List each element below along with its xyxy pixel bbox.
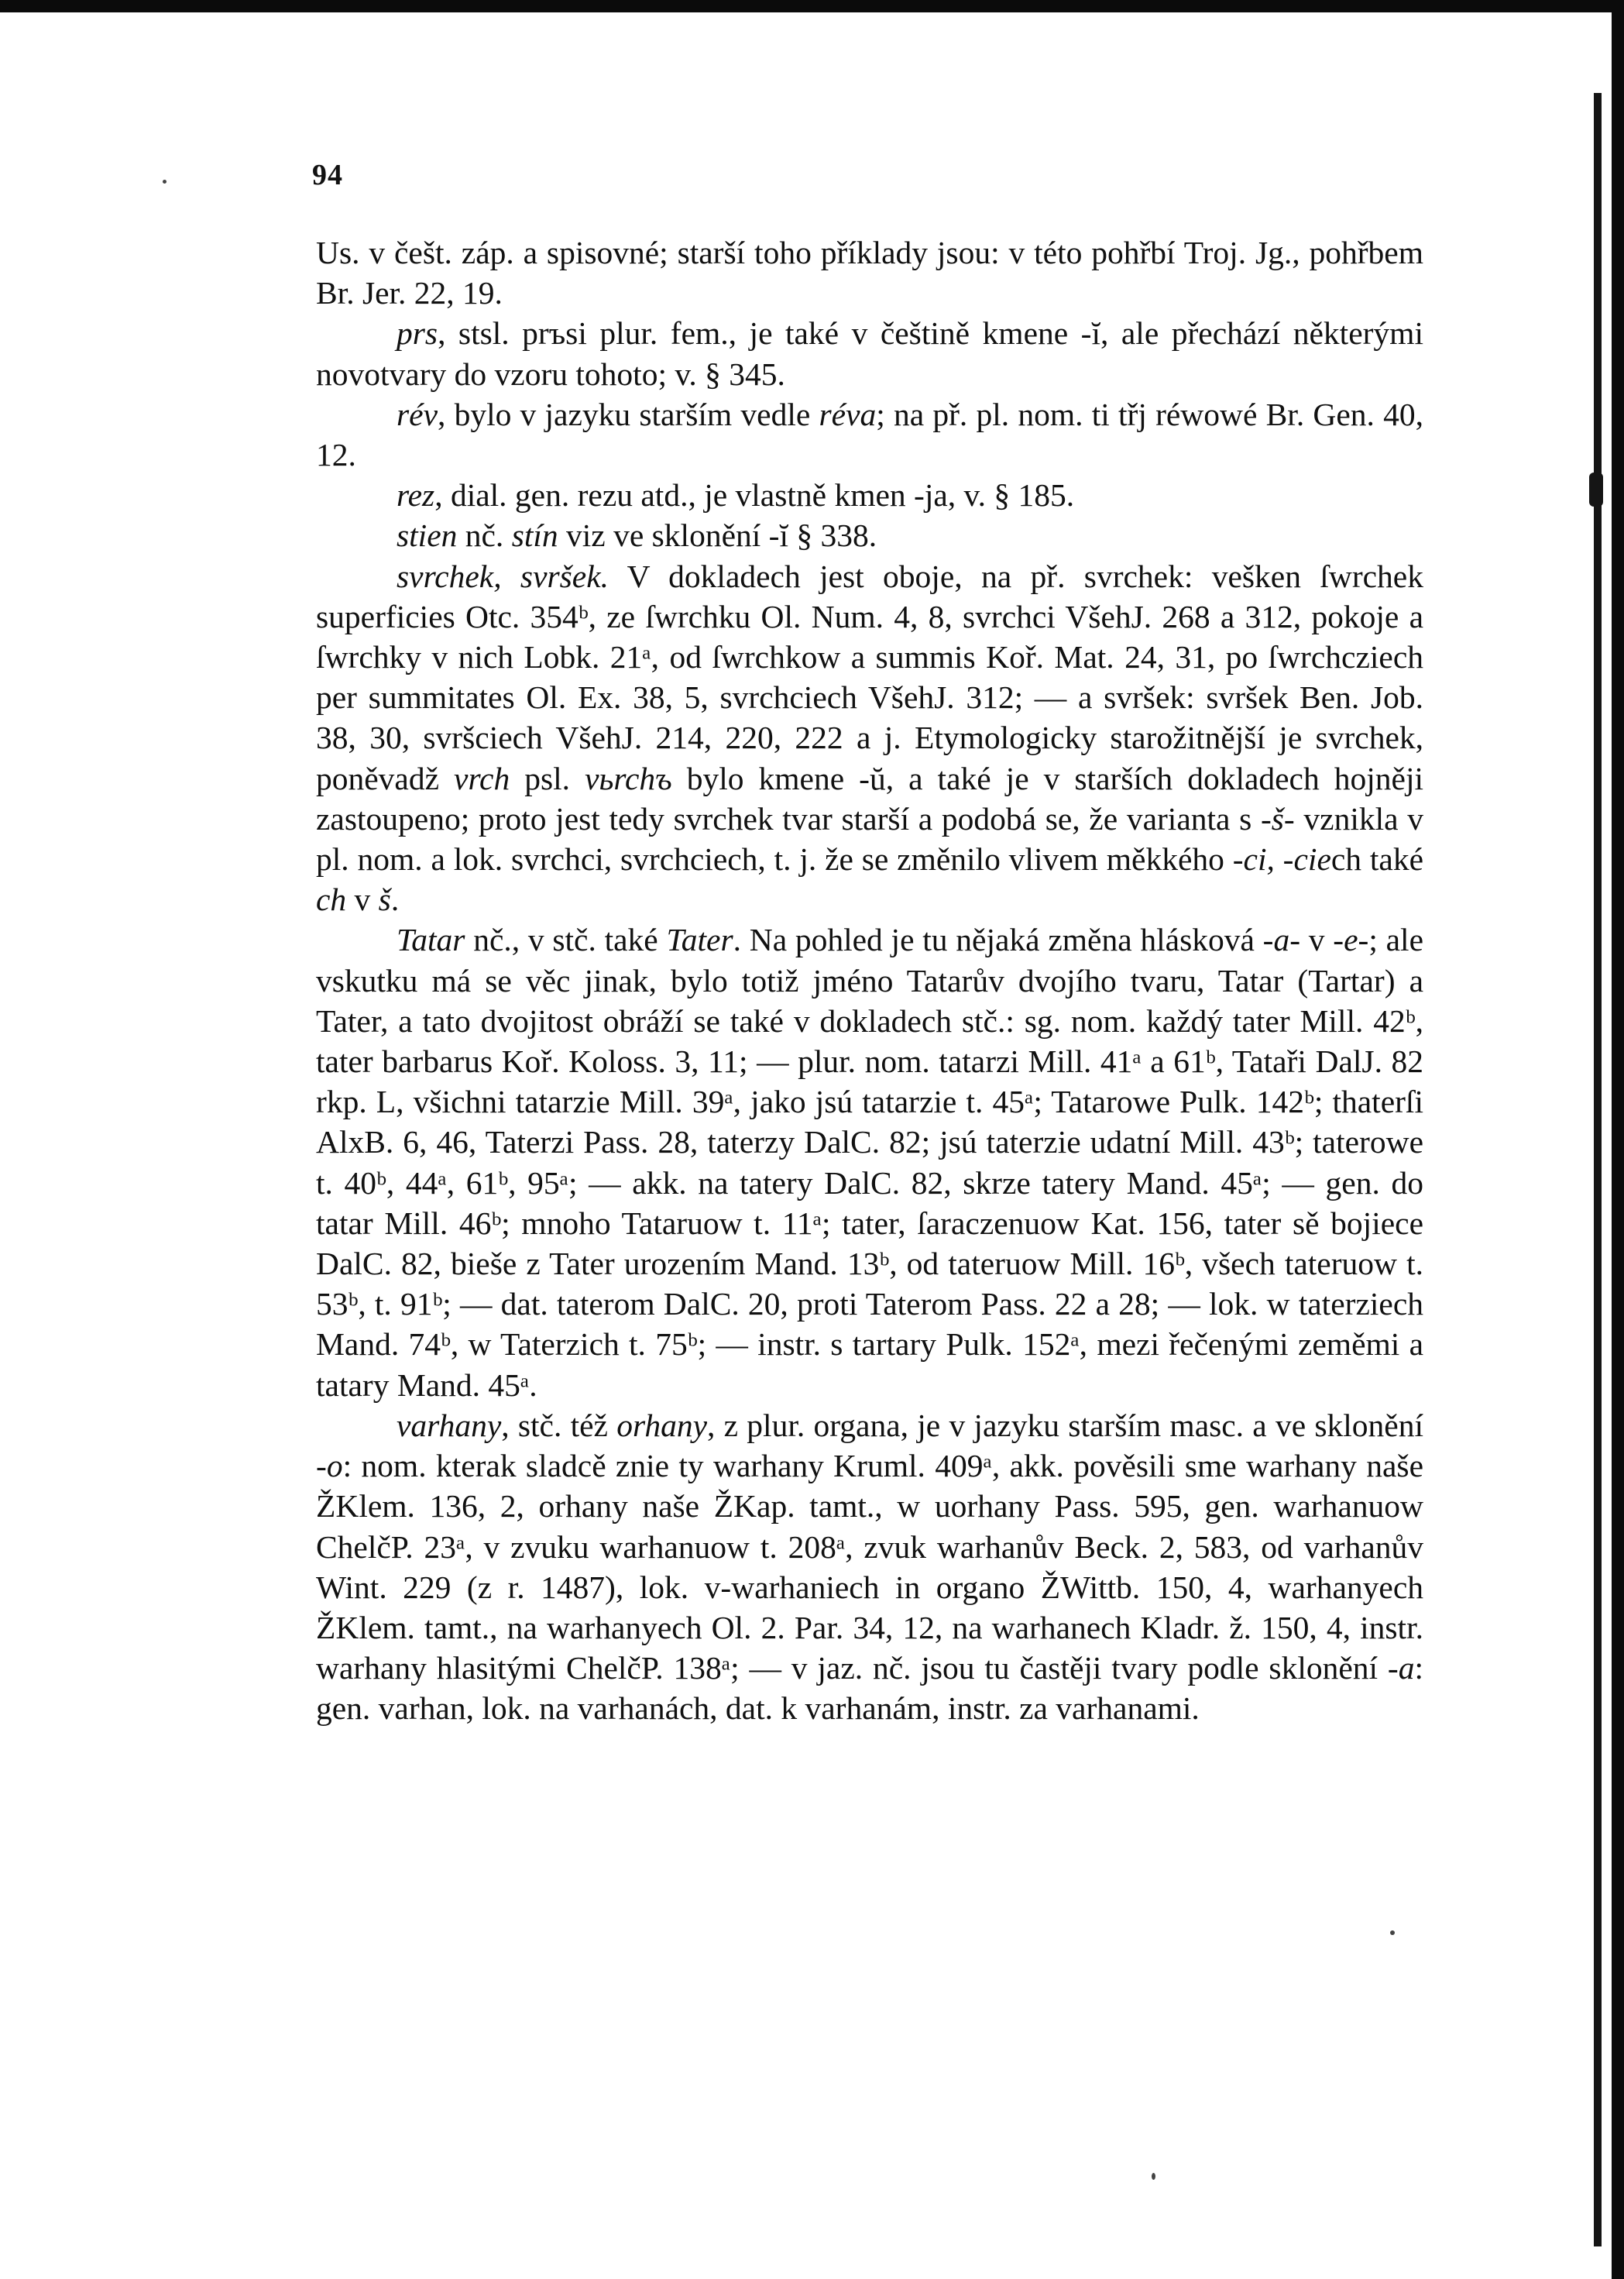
paragraph (316, 232, 1423, 313)
italic-term: -š- (1260, 800, 1295, 837)
scan-speck (163, 180, 167, 184)
text-run: , z plur. organa, je v jazyku starším masc. a ve sklonění (707, 1407, 1423, 1443)
text-run: : nom. kterak sladcě znie ty warhany Kruml. 409ᵃ, akk. pověsili sme warhany naše ŽKlem. 136, 2, orhany naše ŽKap. tamt., w uorhany Pass. 595, gen. warhanuow ChelčP. 23ᵃ, v zvuku warhanuow t. 208ᵃ, zvuk warhanův Beck. 2, 583, od varhanův Wint. 229 (z r. 1487), lok. v-warhaniech in organo ŽWittb. 150, 4, warhanyech ŽKlem. tamt., na warhanyech Ol. 2. Par. 34, 12, na warhanech Kladr. ž. 150, 4, instr. warhany hlasitými ChelčP. 138ᵃ; — v jaz. nč. jsou tu častěji tvary podle sklonění (316, 1448, 1423, 1686)
italic-term: vьrchъ (585, 760, 672, 796)
italic-term: Tatar (397, 922, 465, 958)
text-run: v (346, 882, 379, 918)
italic-term: rez (397, 477, 435, 514)
text-run: ; ale vskutku má se věc jinak, bylo totiž jméno Tatarův dvojího tvaru, Tatar (Tartar) a Tater, a tato dvojitost obráží se také v dokladech stč.: sg. nom. každý tater Mill. 42ᵇ, tater barbarus Koř. Koloss. 3, 11; — plur. nom. tatarzi Mill. 41ᵃ a 61ᵇ, Tataři DalJ. 82 rkp. L, všichni tatarzie Mill. 39ᵃ, jako jsú tatarzie t. 45ᵃ; Tatarowe Pulk. 142ᵇ; thaterſi AlxB. 6, 46, Taterzi Pass. 28, taterzy DalC. 82; jsú taterzie udatní Mill. 43ᵇ; taterowe t. 40ᵇ, 44ᵃ, 61ᵇ, 95ᵃ; — akk. na tatery DalC. 82, skrze tatery Mand. 45ᵃ; — gen. do tatar Mill. 46ᵇ; mnoho Tataruow t. 11ᵃ; tater, ſaraczenuow Kat. 156, tater sě bojiece DalC. 82, bieše z Tater urozením Mand. 13ᵇ, od tateruow Mill. 16ᵇ, všech tateruow t. 53ᵇ, t. 91ᵇ; — dat. taterom DalC. 20, proti Taterom Pass. 22 a 28; — lok. w taterziech Mand. 74ᵇ, w Taterzich t. 75ᵇ; — instr. s tartary Pulk. 152ᵃ, mezi řečenými zeměmi a tatary Mand. 45ᵃ. (316, 922, 1423, 1403)
paragraph (316, 394, 1423, 475)
paragraph (316, 475, 1423, 515)
scan-speck (1390, 1930, 1395, 1935)
body-text (316, 232, 1423, 1729)
italic-term: ch (316, 882, 347, 918)
text-run: . (390, 882, 400, 918)
page-edge-shadow (1594, 93, 1602, 2246)
page-number: 94 (312, 159, 343, 191)
text-run: nč. (457, 517, 512, 554)
text-run: , stč. též (501, 1407, 617, 1443)
text-run: psl. (510, 760, 585, 796)
page-edge-notch (1589, 473, 1603, 507)
italic-term: stien (397, 517, 458, 554)
text-run: ; na př. pl. nom. ti třj réwowé Br. Gen. 40, 12. (316, 396, 1423, 473)
italic-term: -o (316, 1448, 343, 1484)
text-run: , dial. gen. rezu atd., je vlastně kmen -ja, v. § 185. (434, 477, 1075, 514)
italic-term: orhany (616, 1407, 708, 1443)
italic-term: -ci, -cie (1232, 841, 1331, 878)
text-run: Us. v češt. záp. a spisovné; starší toho příklady jsou: v této pohřbí Troj. Jg., pohřbem Br. Jer. 22, 19. (316, 235, 1423, 311)
text-run: , bylo v jazyku starším vedle (438, 396, 819, 432)
scan-border-top (0, 0, 1624, 12)
text-run: . Na pohled je tu nějaká změna hlásková (733, 922, 1263, 958)
italic-term: Tater (666, 922, 733, 958)
italic-term: -a (1387, 1650, 1415, 1686)
text-run: vznikla v pl. nom. a lok. svrchci, svrchciech, t. j. že se změnilo vlivem měkkého (316, 800, 1423, 878)
italic-term: réva (819, 396, 877, 432)
paragraph (316, 1405, 1423, 1729)
text-run: bylo kmene -ŭ, a také je v starších dokladech hojněji zastoupeno; proto jest tedy svrchek tvar starší a podobá se, že varianta s (316, 760, 1424, 837)
text-run: , stsl. prъsi plur. fem., je také v češtině kmene -ĭ, ale přechází některými novotvary do vzoru tohoto; v. § 345. (316, 315, 1423, 392)
text-run: ch také (1330, 841, 1423, 878)
italic-term: stín (511, 517, 558, 554)
italic-term: svrchek, svršek. (397, 558, 609, 594)
paragraph (316, 920, 1423, 1404)
italic-term: varhany (397, 1407, 502, 1443)
italic-term: -e- (1333, 922, 1369, 958)
paragraph (316, 515, 1423, 555)
text-run: nč., v stč. také (465, 922, 667, 958)
paragraph (316, 556, 1423, 920)
italic-term: rév (397, 396, 438, 432)
paragraph (316, 313, 1423, 394)
italic-term: prs (397, 315, 438, 352)
text-run: V dokladech jest oboje, na př. svrchek: vešken ſwrchek superficies Otc. 354ᵇ, ze ſwrchku Ol. Num. 4, 8, svrchci VšehJ. 268 a 312, pokoje a ſwrchky v nich Lobk. 21ᵃ, od ſwrchkow a summis Koř. Mat. 24, 31, po ſwrchcziech per summitates Ol. Ex. 38, 5, svrchciech VšehJ. 312; — a svršek: svršek Ben. Job. 38, 30, svršciech VšehJ. 214, 220, 222 a j. Etymologicky starožitnější je svrchek, poněvadž (316, 558, 1423, 796)
text-run: viz ve sklonění -ĭ § 338. (558, 517, 877, 554)
italic-term: vrch (454, 760, 510, 796)
italic-term: š (378, 882, 391, 918)
scan-border-right (1612, 0, 1624, 2279)
italic-term: -a- (1262, 922, 1301, 958)
text-run: : gen. varhan, lok. na varhanách, dat. k varhanám, instr. za varhanami. (316, 1650, 1423, 1727)
scan-speck (1152, 2173, 1155, 2180)
text-run: v (1300, 922, 1334, 958)
